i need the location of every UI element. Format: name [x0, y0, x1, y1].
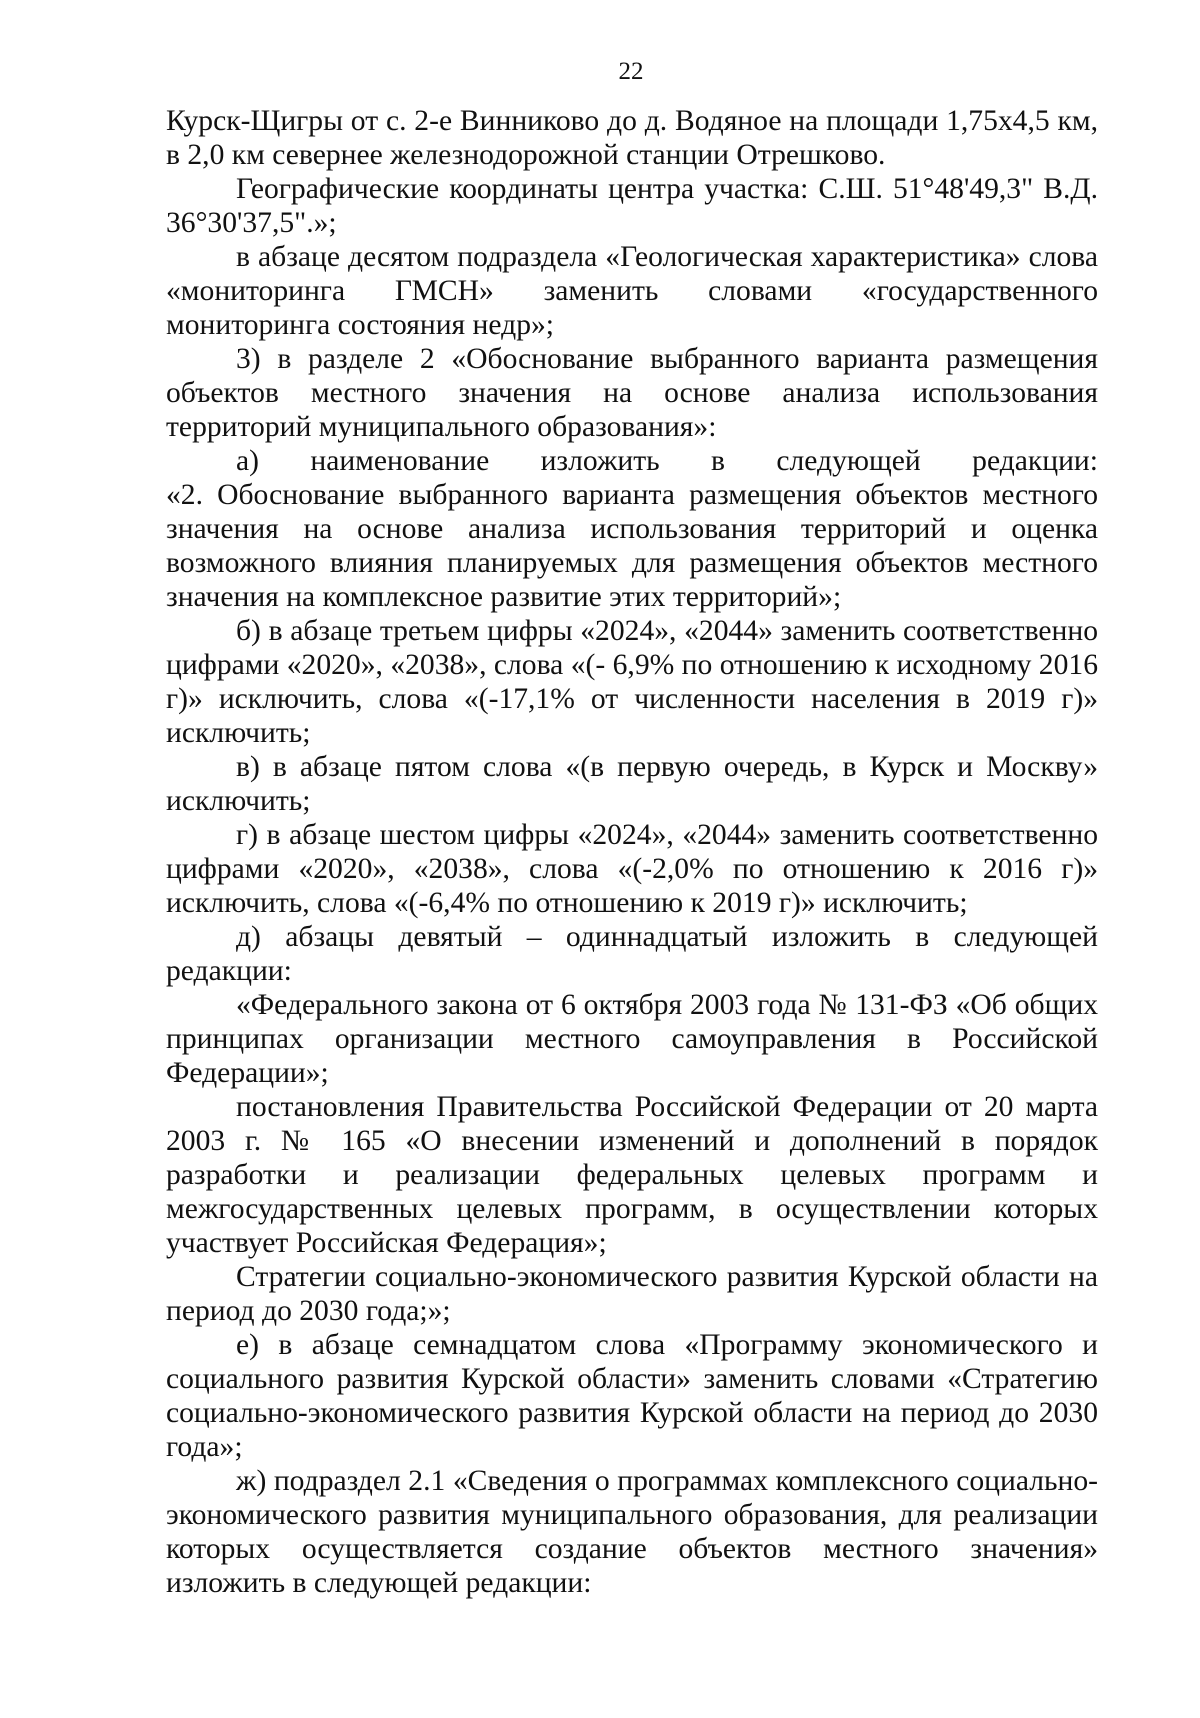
paragraph-government-decree: постановления Правительства Российской Федерации от 20 марта 2003 г. № 165 «О внесении изменений и дополнений в порядок разработки и реализации федеральных целевых программ и межгосударственных целевых программ, в осуществлении которых участвует Российская Федерация»;: [166, 1091, 1098, 1259]
paragraph-federal-law: «Федерального закона от 6 октября 2003 года № 131-ФЗ «Об общих принципах организации местного самоуправления в Российской Федерации»;: [166, 989, 1098, 1089]
page-number: 22: [618, 58, 644, 85]
paragraph-geology-amendment: в абзаце десятом подраздела «Геологическая характеристика» слова «мониторинга ГМСН» заменить словами «государственного мониторинга состояния недр»;: [166, 241, 1098, 341]
paragraph-item-a: а) наименование изложить в следующей редакции:: [236, 445, 1098, 477]
paragraph-item-d: д) абзацы девятый – одиннадцатый изложить в следующей редакции:: [166, 921, 1098, 987]
paragraph-coordinates: Географические координаты центра участка: С.Ш. 51°48'49,3" В.Д. 36°30'37,5".»;: [166, 173, 1098, 239]
paragraph-item-b: б) в абзаце третьем цифры «2024», «2044» заменить соответственно цифрами «2020», «2038», слова «(- 6,9% по отношению к исходному 2016 г)» исключить, слова «(-17,1% от численности населения в 2019 г)» исключить;: [166, 615, 1098, 749]
paragraph-item-zh: ж) подраздел 2.1 «Сведения о программах комплексного социально-экономического развития муниципального образования, для реализации которых осуществляется создание объектов местного значения» изложить в следующей редакции:: [166, 1465, 1098, 1599]
paragraph-item-3: 3) в разделе 2 «Обоснование выбранного варианта размещения объектов местного значения на основе анализа использования территорий муниципального образования»:: [166, 343, 1098, 443]
paragraph-item-g: г) в абзаце шестом цифры «2024», «2044» заменить соответственно цифрами «2020», «2038», слова «(-2,0% по отношению к 2016 г)» исключить, слова «(-6,4% по отношению к 2019 г)» исключить;: [166, 819, 1098, 919]
paragraph-strategy: Стратегии социально-экономического развития Курской области на период до 2030 года;»;: [166, 1261, 1098, 1327]
paragraph-new-section-title: «2. Обоснование выбранного варианта размещения объектов местного значения на основе анализа использования территорий и оценка возможного влияния планируемых для размещения объектов местного значения на комплексное развитие этих территорий»;: [166, 479, 1098, 613]
document-body: [166, 104, 1098, 1600]
paragraph-item-v: в) в абзаце пятом слова «(в первую очередь, в Курск и Москву» исключить;: [166, 751, 1098, 817]
paragraph-location-description: Курск-Щигры от с. 2-е Винниково до д. Водяное на площади 1,75х4,5 км, в 2,0 км севернее железнодорожной станции Отрешково.: [166, 105, 1098, 171]
paragraph-item-e: е) в абзаце семнадцатом слова «Программу экономического и социального развития Курской области» заменить словами «Стратегию социально-экономического развития Курской области на период до 2030 года»;: [166, 1329, 1098, 1463]
